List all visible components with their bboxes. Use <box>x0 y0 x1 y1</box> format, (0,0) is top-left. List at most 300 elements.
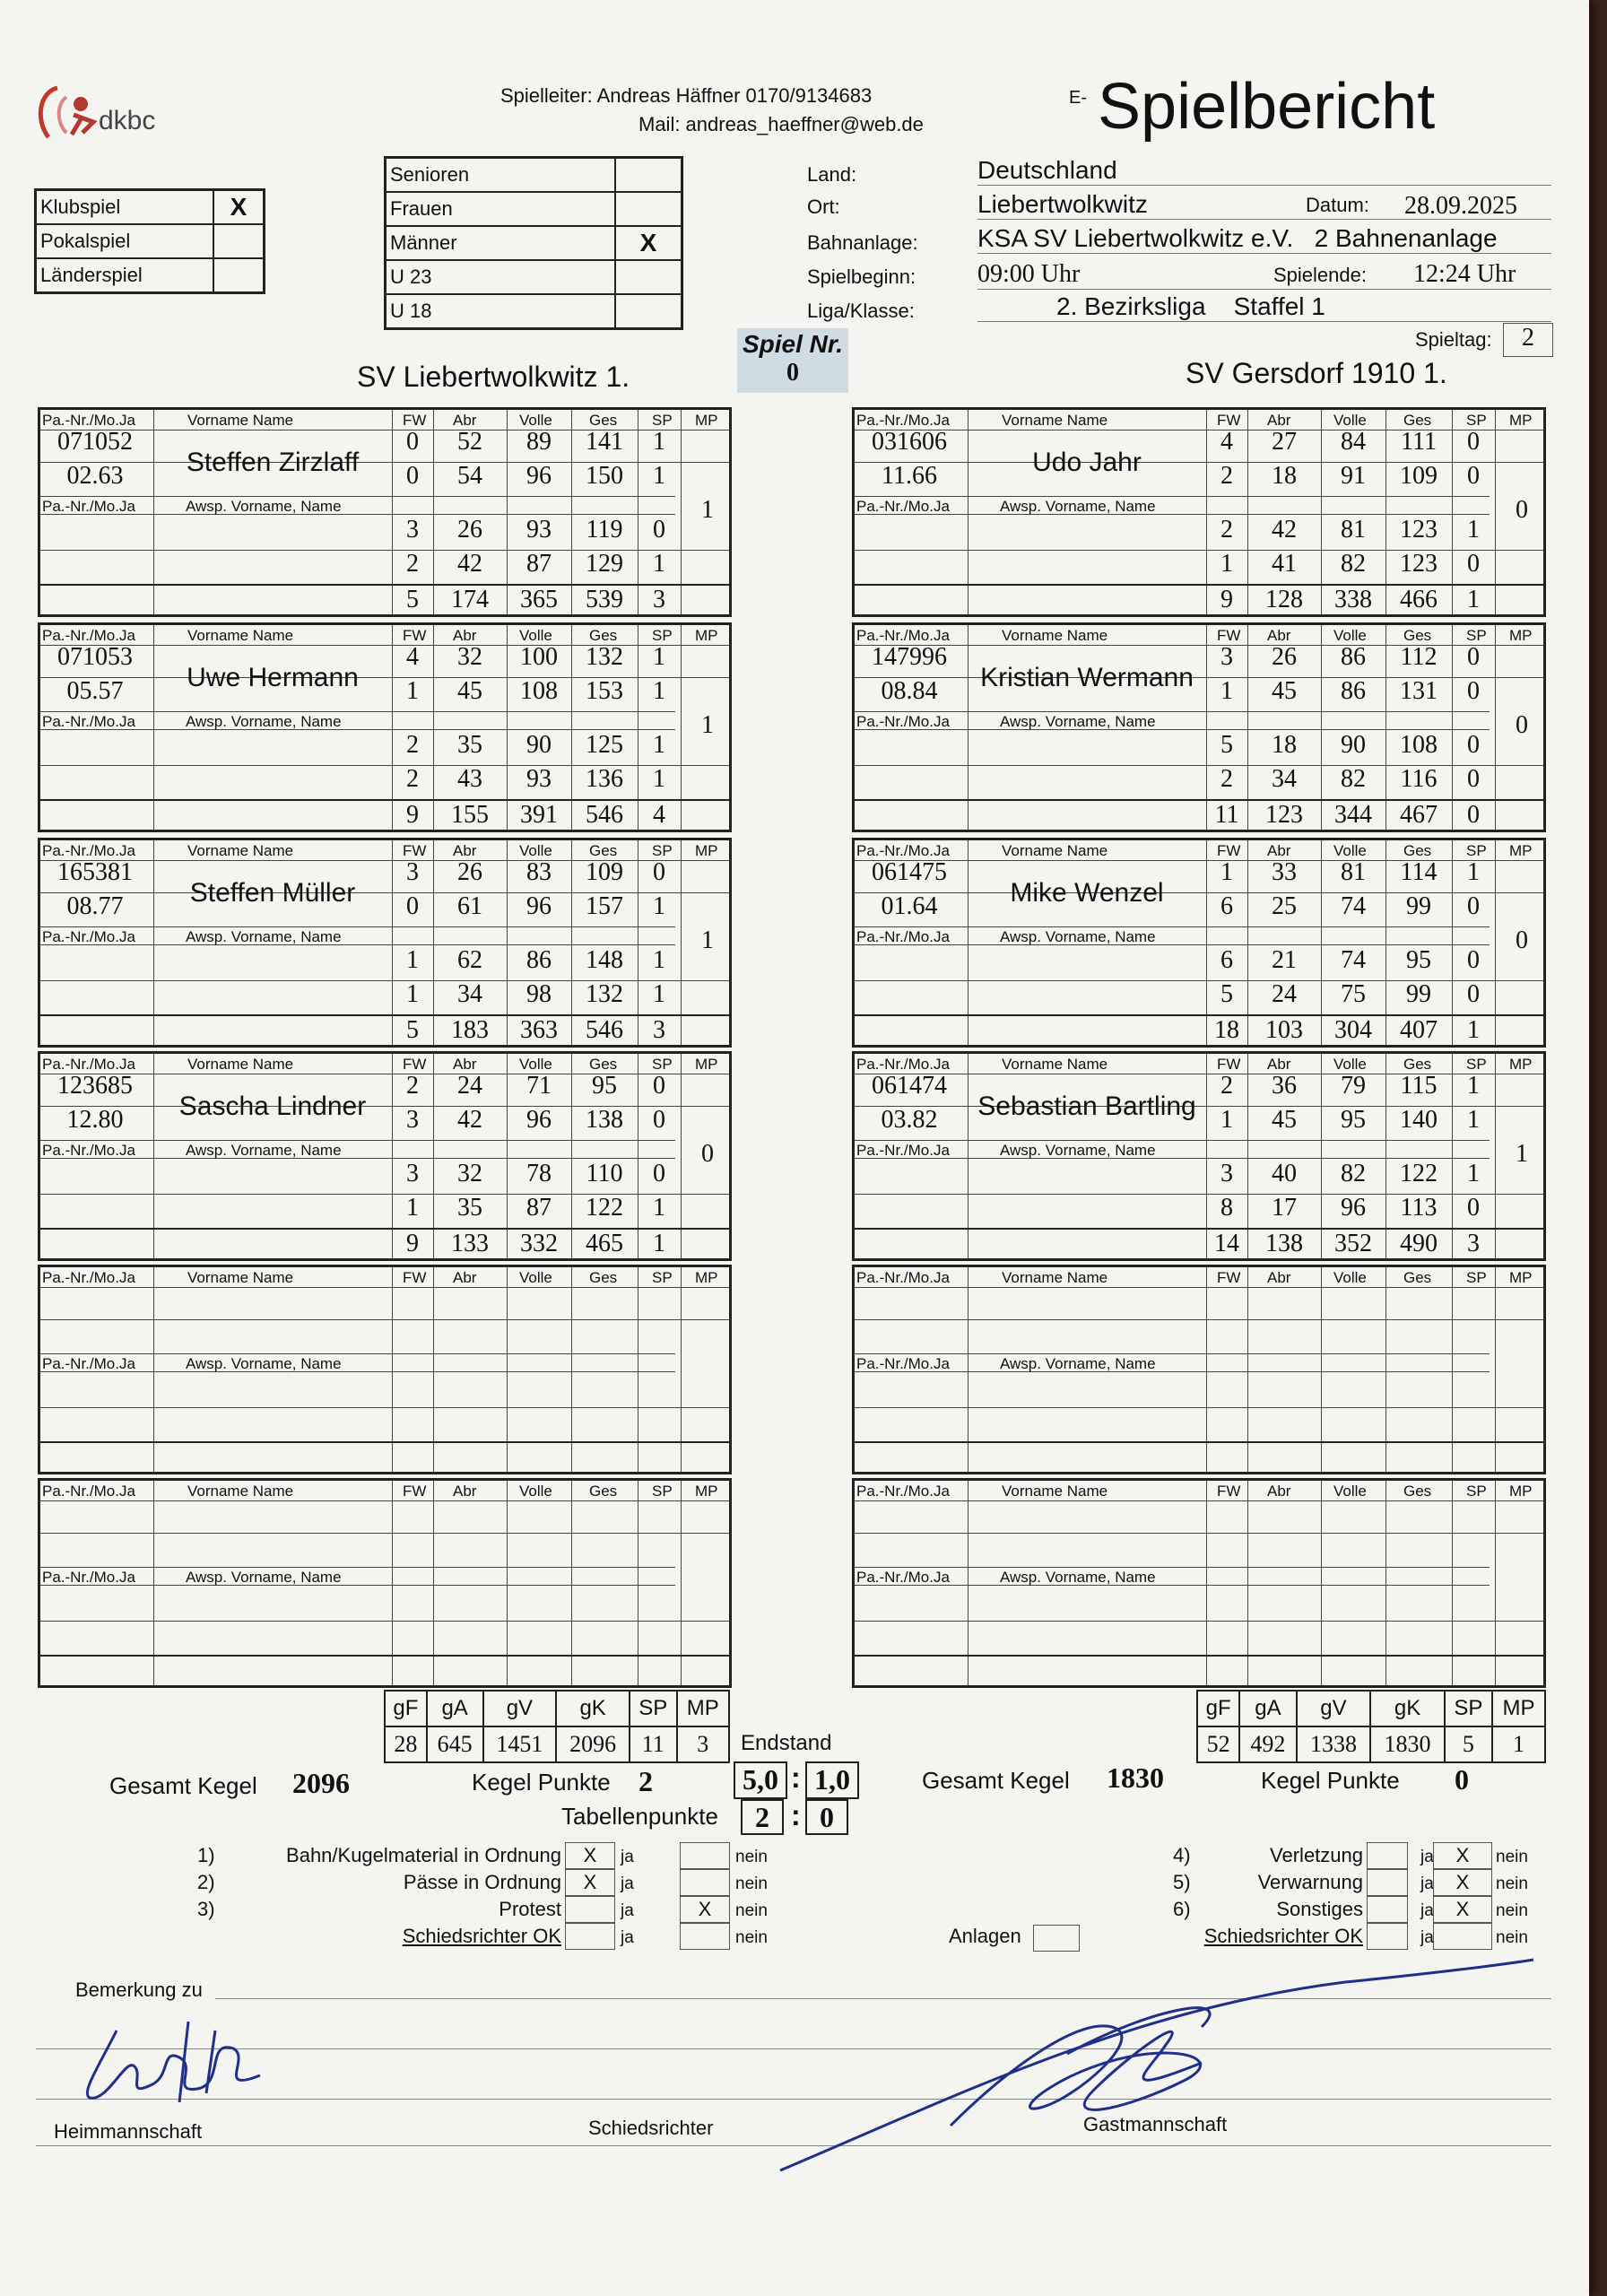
summary-value-mp: 3 <box>677 1726 729 1762</box>
score-cell: 5 <box>1220 731 1233 759</box>
score-cell: 99 <box>1406 892 1431 920</box>
header-volle: Volle <box>1333 412 1367 429</box>
total-cell: 133 <box>451 1230 489 1257</box>
summary-header-mp: MP <box>1492 1691 1545 1726</box>
score-cell: 90 <box>526 731 552 759</box>
anlagen-label: Anlagen <box>949 1925 1021 1947</box>
header-mp: MP <box>1509 627 1533 644</box>
summary-value-mp: 1 <box>1492 1726 1545 1762</box>
total-cell: 138 <box>1265 1230 1303 1257</box>
score-cell: 86 <box>1341 643 1366 671</box>
header-sp: SP <box>652 627 673 644</box>
row-divider <box>40 944 675 945</box>
summary-value-gk: 1830 <box>1370 1726 1445 1762</box>
score-cell: 3 <box>1220 1160 1233 1187</box>
row-divider <box>855 1287 1543 1288</box>
score-cell: 122 <box>586 1194 623 1222</box>
score-cell: 0 <box>1467 462 1480 490</box>
awsp-name-label: Awsp. Vorname, Name <box>186 928 342 945</box>
summary-value-ga: 645 <box>427 1726 483 1762</box>
gast-label: Gastmannschaft <box>1083 2113 1228 2135</box>
total-cell: 332 <box>520 1230 558 1257</box>
score-cell: 83 <box>526 858 552 886</box>
header-mp: MP <box>1509 1056 1533 1073</box>
score-cell: 0 <box>1467 643 1480 671</box>
awsp-name-label: Awsp. Vorname, Name <box>186 1569 342 1586</box>
player-name: Sebastian Bartling <box>977 1091 1196 1121</box>
category-box <box>384 156 683 330</box>
header-fw: FW <box>403 1483 427 1500</box>
header-panr: Pa.-Nr./Mo.Ja <box>42 1483 135 1500</box>
home-gesamt-value: 2096 <box>292 1767 350 1799</box>
score-cell: 1 <box>653 892 665 920</box>
score-cell: 123 <box>1400 550 1438 578</box>
header-ges: Ges <box>1403 1056 1432 1073</box>
header-fw: FW <box>1217 627 1241 644</box>
awsp-panr-label: Pa.-Nr./Mo.Ja <box>856 498 950 515</box>
header-mp: MP <box>695 1269 718 1286</box>
awsp-name-label: Awsp. Vorname, Name <box>186 1355 342 1372</box>
away-player-block <box>852 1478 1546 1688</box>
total-cell: 1 <box>1467 586 1480 613</box>
total-cell: 3 <box>653 1016 665 1044</box>
total-cell: 183 <box>451 1016 489 1044</box>
check-label: Verletzung <box>1270 1844 1363 1866</box>
row-divider <box>855 1655 1543 1657</box>
score-cell: 99 <box>1406 980 1431 1008</box>
score-cell: 116 <box>1400 765 1438 793</box>
score-cell: 26 <box>1272 643 1297 671</box>
score-cell: 45 <box>1272 677 1297 705</box>
score-cell: 93 <box>526 516 552 544</box>
score-cell: 27 <box>1272 428 1297 456</box>
score-cell: 0 <box>1467 677 1480 705</box>
score-cell: 136 <box>586 765 623 793</box>
header-vorname: Vorname Name <box>187 842 294 859</box>
score-cell: 1 <box>653 677 665 705</box>
nein-checkbox[interactable]: X <box>1433 1896 1492 1923</box>
summary-value-sp: 5 <box>1445 1726 1492 1762</box>
header-volle: Volle <box>519 1269 552 1286</box>
score-cell: 45 <box>1272 1106 1297 1134</box>
awsp-panr-label: Pa.-Nr./Mo.Ja <box>42 498 135 515</box>
awsp-panr-label: Pa.-Nr./Mo.Ja <box>42 1569 135 1586</box>
header-panr: Pa.-Nr./Mo.Ja <box>42 1056 135 1073</box>
score-cell: 45 <box>457 677 482 705</box>
header-sp: SP <box>652 842 673 859</box>
maenner-label: Männer <box>386 226 616 260</box>
header-volle: Volle <box>519 1056 552 1073</box>
header-abr: Abr <box>1267 627 1291 644</box>
away-player-block <box>852 407 1546 617</box>
score-cell: 1 <box>406 980 419 1008</box>
score-cell: 25 <box>1272 892 1297 920</box>
score-cell: 61 <box>457 892 482 920</box>
home-player-block <box>38 838 732 1048</box>
header-vorname: Vorname Name <box>1002 1056 1108 1073</box>
match-points: 0 <box>1516 711 1528 739</box>
score-cell: 1 <box>1220 677 1233 705</box>
awsp-panr-label: Pa.-Nr./Mo.Ja <box>42 713 135 730</box>
game-type-box <box>34 188 265 294</box>
score-cell: 129 <box>586 550 623 578</box>
pokalspiel-label: Pokalspiel <box>36 224 214 258</box>
score-cell: 35 <box>457 731 482 759</box>
home-player-block <box>38 622 732 832</box>
score-cell: 0 <box>653 1106 665 1134</box>
ende-value: 12:24 Uhr <box>1413 260 1516 288</box>
ja-label: ja <box>621 1848 634 1866</box>
score-cell: 0 <box>1467 731 1480 759</box>
header-fw: FW <box>1217 412 1241 429</box>
player-birth: 03.82 <box>881 1106 938 1134</box>
spiel-nr-value: 0 <box>786 359 799 387</box>
score-cell: 42 <box>457 1106 482 1134</box>
header-volle: Volle <box>519 1483 552 1500</box>
score-cell: 36 <box>1272 1072 1297 1100</box>
u18-mark[interactable] <box>615 294 682 329</box>
score-cell: 52 <box>457 428 482 456</box>
score-cell: 0 <box>406 428 419 456</box>
header-fw: FW <box>403 627 427 644</box>
senioren-mark[interactable] <box>615 158 682 193</box>
tp-away: 0 <box>805 1799 848 1835</box>
anlagen-box[interactable] <box>1033 1925 1080 1952</box>
score-cell: 26 <box>457 858 482 886</box>
check-number: 4) <box>1173 1844 1191 1866</box>
summary-header-sp: SP <box>630 1691 677 1726</box>
score-cell: 1 <box>406 946 419 974</box>
nein-label: nein <box>735 1901 768 1920</box>
ja-checkbox[interactable] <box>1367 1869 1408 1896</box>
total-cell: 9 <box>406 801 419 829</box>
score-cell: 34 <box>457 980 482 1008</box>
header-sp: SP <box>1466 412 1487 429</box>
score-cell: 2 <box>406 550 419 578</box>
awsp-panr-label: Pa.-Nr./Mo.Ja <box>856 713 950 730</box>
row-divider <box>855 1407 1543 1408</box>
score-cell: 34 <box>1272 765 1297 793</box>
ja-checkbox[interactable]: X <box>565 1869 615 1896</box>
player-name: Steffen Zirzlaff <box>186 448 360 477</box>
total-cell: 465 <box>586 1230 623 1257</box>
header-mp: MP <box>695 1056 718 1073</box>
score-cell: 1 <box>653 731 665 759</box>
score-cell: 35 <box>457 1194 482 1222</box>
header-fw: FW <box>403 1269 427 1286</box>
score-cell: 119 <box>586 516 623 544</box>
home-signature <box>72 2013 278 2111</box>
awsp-panr-label: Pa.-Nr./Mo.Ja <box>42 1142 135 1159</box>
total-cell: 1 <box>1467 1016 1480 1044</box>
score-cell: 32 <box>457 643 482 671</box>
row-divider <box>855 1500 1543 1501</box>
header-vorname: Vorname Name <box>187 1056 294 1073</box>
total-cell: 103 <box>1265 1016 1303 1044</box>
score-cell: 157 <box>586 892 623 920</box>
header-abr: Abr <box>1267 1483 1291 1500</box>
score-cell: 91 <box>1341 462 1366 490</box>
row-divider <box>855 1567 1490 1568</box>
row-divider <box>40 1371 675 1372</box>
awsp-name-label: Awsp. Vorname, Name <box>1000 928 1156 945</box>
summary-header-gf: gF <box>385 1691 427 1726</box>
nein-checkbox[interactable] <box>680 1923 730 1950</box>
awsp-panr-label: Pa.-Nr./Mo.Ja <box>856 928 950 945</box>
header-abr: Abr <box>1267 842 1291 859</box>
header-volle: Volle <box>1333 1269 1367 1286</box>
total-cell: 3 <box>653 586 665 613</box>
score-colon: : <box>791 1761 801 1794</box>
home-team-name: SV Liebertwolkwitz 1. <box>357 361 630 393</box>
score-cell: 33 <box>1272 858 1297 886</box>
awsp-name-label: Awsp. Vorname, Name <box>1000 713 1156 730</box>
ja-checkbox[interactable] <box>1367 1842 1408 1869</box>
header-ges: Ges <box>589 1483 618 1500</box>
header-panr: Pa.-Nr./Mo.Ja <box>42 842 135 859</box>
header-volle: Volle <box>519 627 552 644</box>
away-player-block <box>852 1051 1546 1261</box>
score-cell: 87 <box>526 550 552 578</box>
ja-label: ja <box>1420 1901 1434 1920</box>
score-cell: 1 <box>653 643 665 671</box>
header-ges: Ges <box>589 412 618 429</box>
datum-label: Datum: <box>1306 194 1369 216</box>
score-cell: 84 <box>1341 428 1366 456</box>
score-cell: 2 <box>406 731 419 759</box>
home-summary-table <box>384 1690 730 1763</box>
score-cell: 74 <box>1341 946 1366 974</box>
player-name: Uwe Hermann <box>187 663 359 692</box>
header-panr: Pa.-Nr./Mo.Ja <box>856 842 950 859</box>
score-cell: 5 <box>1220 980 1233 1008</box>
player-name: Udo Jahr <box>1032 448 1142 477</box>
total-cell: 9 <box>1220 586 1233 613</box>
row-divider <box>855 1371 1490 1372</box>
score-cell: 62 <box>457 946 482 974</box>
header-mp: MP <box>1509 412 1533 429</box>
player-number: 061474 <box>872 1072 947 1100</box>
match-points: 0 <box>701 1140 714 1168</box>
ja-checkbox[interactable] <box>565 1896 615 1923</box>
nein-label: nein <box>735 1874 768 1893</box>
ja-checkbox[interactable] <box>1367 1896 1408 1923</box>
match-points: 0 <box>1516 926 1528 954</box>
land-value: Deutschland <box>977 156 1551 186</box>
tp-colon: : <box>791 1799 801 1831</box>
header-sp: SP <box>1466 1269 1487 1286</box>
mail-text: Mail: andreas_haeffner@web.de <box>638 113 924 135</box>
total-cell: 14 <box>1214 1230 1239 1257</box>
row-divider <box>40 711 675 712</box>
header-panr: Pa.-Nr./Mo.Ja <box>42 627 135 644</box>
score-cell: 153 <box>586 677 623 705</box>
maenner-mark[interactable]: X <box>615 226 682 260</box>
nein-checkbox[interactable]: X <box>680 1896 730 1923</box>
home-player-block <box>38 1051 732 1261</box>
header-mp: MP <box>1509 842 1533 859</box>
score-cell: 81 <box>1341 516 1366 544</box>
header-volle: Volle <box>1333 1483 1367 1500</box>
nein-checkbox[interactable]: X <box>1433 1869 1492 1896</box>
score-cell: 3 <box>1220 643 1233 671</box>
total-cell: 9 <box>406 1230 419 1257</box>
row-divider <box>855 1441 1543 1443</box>
score-cell: 95 <box>1341 1106 1366 1134</box>
score-cell: 140 <box>1400 1106 1438 1134</box>
laenderspiel-label: Länderspiel <box>36 258 214 293</box>
ja-checkbox[interactable]: X <box>565 1842 615 1869</box>
header-sp: SP <box>652 1483 673 1500</box>
score-cell: 3 <box>406 1106 419 1134</box>
header-vorname: Vorname Name <box>1002 627 1108 644</box>
home-kp-value: 2 <box>638 1765 653 1797</box>
row-divider <box>40 926 675 927</box>
frauen-mark[interactable] <box>615 192 682 226</box>
tp-label: Tabellenpunkte <box>561 1803 718 1830</box>
header-vorname: Vorname Name <box>1002 412 1108 429</box>
header-panr: Pa.-Nr./Mo.Ja <box>856 412 950 429</box>
score-cell: 43 <box>457 765 482 793</box>
row-divider <box>855 1353 1490 1354</box>
spiel-nr-label: Spiel Nr. <box>742 330 844 358</box>
header-ges: Ges <box>1403 1483 1432 1500</box>
away-team-name: SV Gersdorf 1910 1. <box>1186 357 1447 389</box>
check-number: 6) <box>1173 1898 1191 1920</box>
summary-value-gv: 1338 <box>1297 1726 1371 1762</box>
row-divider <box>855 729 1490 730</box>
score-cell: 2 <box>1220 516 1233 544</box>
total-cell: 546 <box>586 1016 623 1044</box>
score-cell: 96 <box>526 1106 552 1134</box>
bahn-label: Bahnanlage: <box>807 231 918 254</box>
total-cell: 174 <box>451 586 489 613</box>
header-vorname: Vorname Name <box>1002 1483 1108 1500</box>
row-divider <box>40 496 675 497</box>
awsp-name-label: Awsp. Vorname, Name <box>186 713 342 730</box>
ja-checkbox[interactable] <box>565 1923 615 1950</box>
spieltag-value: 2 <box>1503 323 1553 357</box>
nein-label: nein <box>1496 1848 1528 1866</box>
score-cell: 82 <box>1341 1160 1366 1187</box>
away-summary-table <box>1196 1690 1546 1763</box>
score-cell: 1 <box>1220 858 1233 886</box>
score-cell: 24 <box>457 1072 482 1100</box>
score-cell: 95 <box>1406 946 1431 974</box>
header-abr: Abr <box>1267 412 1291 429</box>
endstand-label: Endstand <box>741 1731 832 1755</box>
total-cell: 466 <box>1400 586 1438 613</box>
score-cell: 74 <box>1341 892 1366 920</box>
row-divider <box>40 514 675 515</box>
ort-label: Ort: <box>807 196 840 218</box>
header-panr: Pa.-Nr./Mo.Ja <box>856 1483 950 1500</box>
score-cell: 123 <box>1400 516 1438 544</box>
klubspiel-mark[interactable]: X <box>213 190 265 225</box>
score-cell: 32 <box>457 1160 482 1187</box>
score-cell: 110 <box>586 1160 623 1187</box>
header-volle: Volle <box>1333 627 1367 644</box>
header-ges: Ges <box>589 627 618 644</box>
player-name: Steffen Müller <box>189 878 356 908</box>
summary-header-sp: SP <box>1445 1691 1492 1726</box>
score-cell: 150 <box>586 462 623 490</box>
header-vorname: Vorname Name <box>1002 1269 1108 1286</box>
home-gesamt-label: Gesamt Kegel <box>109 1772 257 1799</box>
ja-label: ja <box>621 1901 634 1920</box>
ja-label: ja <box>621 1928 634 1947</box>
player-number: 165381 <box>57 858 133 886</box>
total-cell: 11 <box>1214 801 1239 829</box>
nein-checkbox[interactable] <box>680 1869 730 1896</box>
total-cell: 539 <box>586 586 623 613</box>
row-divider <box>855 496 1490 497</box>
nein-checkbox[interactable] <box>680 1842 730 1869</box>
header-sp: SP <box>652 1269 673 1286</box>
check-label: Verwarnung <box>1257 1871 1363 1893</box>
nein-checkbox[interactable]: X <box>1433 1842 1492 1869</box>
check-label: Sonstiges <box>1276 1898 1363 1920</box>
pokalspiel-mark[interactable] <box>213 224 265 258</box>
score-cell: 132 <box>586 980 623 1008</box>
dkbc-logo <box>30 79 165 151</box>
score-cell: 0 <box>1467 765 1480 793</box>
nein-checkbox[interactable] <box>1433 1923 1492 1950</box>
summary-value-ga: 492 <box>1239 1726 1296 1762</box>
away-gesamt-value: 1830 <box>1107 1761 1164 1794</box>
score-cell: 3 <box>406 1160 419 1187</box>
ja-checkbox[interactable] <box>1367 1923 1408 1950</box>
header-vorname: Vorname Name <box>1002 842 1108 859</box>
summary-header-gf: gF <box>1197 1691 1239 1726</box>
row-divider <box>40 1407 729 1408</box>
away-player-block <box>852 1265 1546 1474</box>
awsp-name-label: Awsp. Vorname, Name <box>186 498 342 515</box>
player-birth: 01.64 <box>881 892 938 920</box>
score-cell: 96 <box>1341 1194 1366 1222</box>
laenderspiel-mark[interactable] <box>213 258 265 293</box>
row-divider <box>855 1140 1490 1141</box>
score-cell: 148 <box>586 946 623 974</box>
summary-header-mp: MP <box>677 1691 729 1726</box>
header-abr: Abr <box>453 1269 477 1286</box>
row-divider <box>855 944 1490 945</box>
score-cell: 1 <box>1220 1106 1233 1134</box>
row-divider <box>855 1319 1543 1320</box>
header-ges: Ges <box>1403 412 1432 429</box>
score-cell: 8 <box>1220 1194 1233 1222</box>
player-name: Mike Wenzel <box>1010 878 1164 908</box>
score-cell: 6 <box>1220 946 1233 974</box>
total-cell: 365 <box>520 586 558 613</box>
score-cell: 0 <box>653 1072 665 1100</box>
total-cell: 490 <box>1400 1230 1438 1257</box>
header-abr: Abr <box>453 1056 477 1073</box>
row-divider <box>40 1353 675 1354</box>
score-cell: 78 <box>526 1160 552 1187</box>
header-fw: FW <box>403 412 427 429</box>
score-cell: 1 <box>653 550 665 578</box>
score-cell: 1 <box>1467 516 1480 544</box>
score-cell: 0 <box>1467 892 1480 920</box>
header-sp: SP <box>652 1056 673 1073</box>
score-cell: 0 <box>653 1160 665 1187</box>
header-vorname: Vorname Name <box>187 412 294 429</box>
player-birth: 05.57 <box>66 677 124 705</box>
u23-mark[interactable] <box>615 260 682 294</box>
score-cell: 90 <box>1341 731 1366 759</box>
score-cell: 109 <box>586 858 623 886</box>
